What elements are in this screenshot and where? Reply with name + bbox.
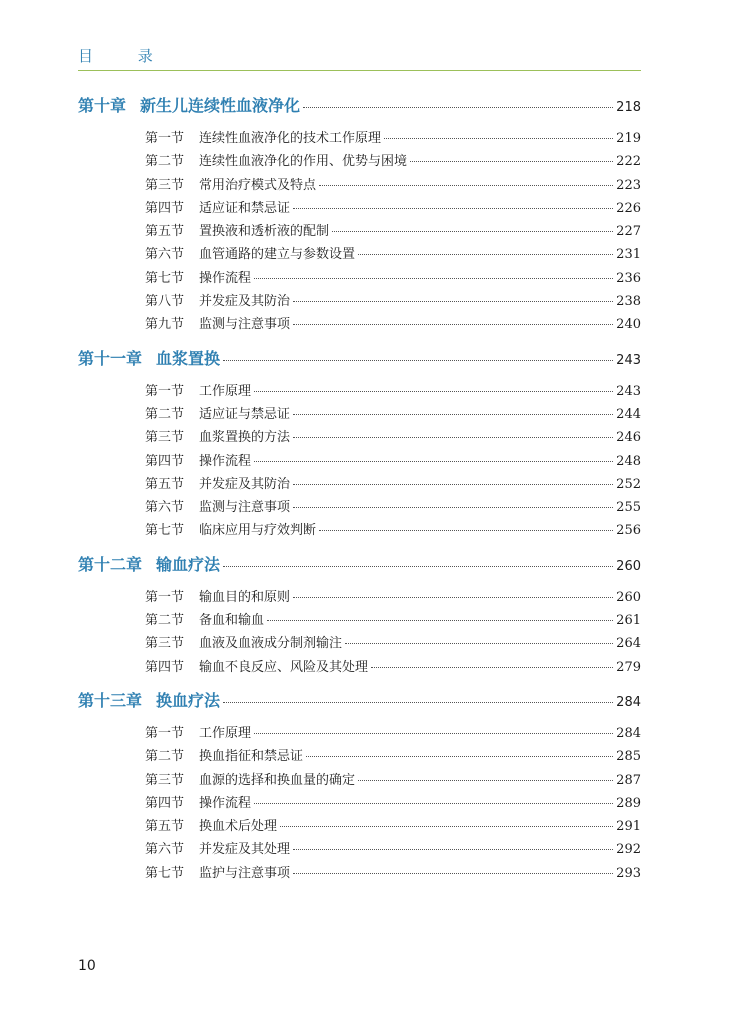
dot-leader — [306, 756, 613, 757]
section-title: 监护与注意事项 — [199, 865, 291, 881]
dot-leader — [332, 231, 613, 232]
section-title: 换血术后处理 — [199, 819, 278, 835]
section-page-number: 219 — [616, 131, 641, 146]
section-number: 第二节 — [145, 406, 185, 422]
section-title: 血管通路的建立与参数设置 — [199, 247, 356, 263]
chapter-entry[interactable] — [78, 346, 641, 372]
dot-leader — [254, 803, 613, 804]
section-number: 第四节 — [145, 200, 185, 216]
section-title: 工作原理 — [199, 383, 252, 399]
section-title: 并发症及其处理 — [199, 842, 291, 858]
dot-leader — [293, 849, 613, 850]
section-number: 第三节 — [145, 177, 185, 193]
section-number: 第四节 — [145, 659, 185, 675]
section-number: 第七节 — [145, 865, 185, 881]
section-number: 第八节 — [145, 294, 185, 310]
section-title: 常用治疗模式及特点 — [199, 177, 317, 193]
section-title: 换血指征和禁忌证 — [199, 749, 304, 765]
dot-leader — [293, 484, 613, 485]
section-entry[interactable] — [78, 220, 641, 243]
toc-chapter — [78, 93, 641, 337]
page-number: 10 — [78, 958, 96, 974]
dot-leader — [223, 360, 613, 361]
section-page-number: 226 — [616, 200, 641, 216]
section-title: 操作流程 — [199, 795, 252, 811]
section-page-number: 285 — [616, 749, 641, 765]
chapter-title: 换血疗法 — [156, 690, 221, 710]
section-title: 输血目的和原则 — [199, 589, 291, 605]
dot-leader — [293, 301, 613, 302]
section-number: 第六节 — [145, 247, 185, 263]
section-title: 连续性血液净化的技术工作原理 — [199, 131, 382, 146]
section-title: 连续性血液净化的作用、优势与困境 — [199, 154, 408, 170]
dot-leader — [319, 185, 613, 186]
section-entry[interactable] — [78, 426, 641, 449]
section-number: 第五节 — [145, 819, 185, 835]
section-entry[interactable] — [78, 174, 641, 197]
section-entry[interactable] — [78, 150, 641, 173]
section-page-number: 287 — [616, 772, 641, 788]
section-entry[interactable] — [78, 473, 641, 496]
dot-leader — [358, 254, 613, 255]
chapter-page-number: 243 — [616, 352, 641, 368]
section-number: 第三节 — [145, 636, 185, 652]
dot-leader — [254, 461, 613, 462]
section-title: 监测与注意事项 — [199, 317, 291, 333]
chapter-page-number: 218 — [616, 100, 641, 115]
section-title: 输血不良反应、风险及其处理 — [199, 659, 369, 675]
table-of-contents — [78, 93, 641, 894]
section-entry[interactable] — [78, 450, 641, 473]
chapter-title: 血浆置换 — [156, 348, 221, 368]
chapter-label — [78, 93, 300, 116]
section-entry[interactable] — [78, 609, 641, 632]
chapter-entry[interactable] — [78, 552, 641, 578]
dot-leader — [293, 324, 613, 325]
section-entry[interactable] — [78, 380, 641, 403]
dot-leader — [254, 278, 613, 279]
chapter-number: 第十三章 — [78, 690, 143, 710]
chapter-label — [78, 346, 220, 369]
section-number: 第四节 — [145, 795, 185, 811]
section-page-number: 236 — [616, 270, 641, 286]
section-page-number: 292 — [616, 842, 641, 858]
dot-leader — [254, 391, 613, 392]
dot-leader — [223, 566, 613, 567]
section-number: 第一节 — [145, 589, 185, 605]
section-entry[interactable] — [78, 815, 641, 838]
section-number: 第七节 — [145, 523, 185, 539]
section-page-number: 293 — [616, 865, 641, 881]
section-entry[interactable] — [78, 862, 641, 885]
section-page-number: 222 — [616, 154, 641, 170]
section-page-number: 279 — [616, 659, 641, 675]
section-entry[interactable] — [78, 769, 641, 792]
section-number: 第二节 — [145, 749, 185, 765]
section-number: 第六节 — [145, 842, 185, 858]
section-number: 第五节 — [145, 224, 185, 240]
section-page-number: 223 — [616, 177, 641, 193]
section-entry[interactable] — [78, 313, 641, 336]
section-number: 第六节 — [145, 500, 185, 516]
section-number: 第三节 — [145, 430, 185, 446]
section-title: 适应证与禁忌证 — [199, 406, 291, 422]
section-title: 工作原理 — [199, 725, 252, 741]
chapter-page-number: 260 — [616, 558, 641, 574]
chapter-page-number: 284 — [616, 694, 641, 710]
section-title: 血源的选择和换血量的确定 — [199, 772, 356, 788]
section-title: 并发症及其防治 — [199, 294, 291, 310]
section-entry[interactable] — [78, 792, 641, 815]
section-entry[interactable] — [78, 586, 641, 609]
section-entry[interactable] — [78, 267, 641, 290]
section-title: 并发症及其防治 — [199, 476, 291, 492]
section-page-number: 248 — [616, 453, 641, 469]
chapter-label — [78, 552, 220, 575]
toc-chapter — [78, 688, 641, 885]
chapter-entry[interactable] — [78, 93, 641, 119]
dot-leader — [384, 138, 613, 139]
section-number: 第七节 — [145, 270, 185, 286]
toc-chapter — [78, 552, 641, 679]
dot-leader — [254, 733, 613, 734]
section-number: 第一节 — [145, 131, 185, 146]
dot-leader — [345, 643, 613, 644]
section-title: 操作流程 — [199, 270, 252, 286]
section-entry[interactable] — [78, 197, 641, 220]
dot-leader — [293, 507, 613, 508]
chapter-entry[interactable] — [78, 688, 641, 714]
section-page-number: 252 — [616, 476, 641, 492]
section-title: 监测与注意事项 — [199, 500, 291, 516]
chapter-title: 输血疗法 — [156, 554, 221, 574]
section-entry[interactable] — [78, 838, 641, 861]
chapter-title: 新生儿连续性血液净化 — [140, 96, 301, 115]
section-page-number: 284 — [616, 725, 641, 741]
section-number: 第二节 — [145, 154, 185, 170]
page-header-title: 目 录 — [78, 47, 173, 65]
section-page-number: 231 — [616, 247, 641, 263]
chapter-label — [78, 688, 220, 711]
section-number: 第一节 — [145, 383, 185, 399]
section-entry[interactable] — [78, 656, 641, 679]
dot-leader — [371, 667, 613, 668]
dot-leader — [223, 702, 613, 703]
section-page-number: 238 — [616, 294, 641, 310]
section-page-number: 264 — [616, 636, 641, 652]
section-number: 第三节 — [145, 772, 185, 788]
chapter-number: 第十章 — [78, 96, 127, 115]
section-page-number: 289 — [616, 795, 641, 811]
section-number: 第四节 — [145, 453, 185, 469]
section-page-number: 246 — [616, 430, 641, 446]
dot-leader — [319, 530, 613, 531]
dot-leader — [293, 873, 613, 874]
chapter-number: 第十二章 — [78, 554, 143, 574]
section-title: 置换液和透析液的配制 — [199, 224, 330, 240]
section-title: 血浆置换的方法 — [199, 430, 291, 446]
dot-leader — [358, 780, 613, 781]
section-entry[interactable] — [78, 243, 641, 266]
section-page-number: 291 — [616, 819, 641, 835]
section-entry[interactable] — [78, 127, 641, 150]
section-title: 血液及血液成分制剂输注 — [199, 636, 343, 652]
section-number: 第一节 — [145, 725, 185, 741]
section-entry[interactable] — [78, 403, 641, 426]
chapter-number: 第十一章 — [78, 348, 143, 368]
header-divider — [78, 70, 641, 71]
dot-leader — [410, 161, 613, 162]
section-title: 临床应用与疗效判断 — [199, 523, 317, 539]
section-page-number: 255 — [616, 500, 641, 516]
section-page-number: 260 — [616, 589, 641, 605]
section-page-number: 261 — [616, 613, 641, 629]
section-title: 备血和输血 — [199, 613, 265, 629]
section-entry[interactable] — [78, 290, 641, 313]
toc-chapter — [78, 346, 641, 543]
dot-leader — [280, 826, 613, 827]
section-title: 操作流程 — [199, 453, 252, 469]
section-entry[interactable] — [78, 632, 641, 655]
section-title: 适应证和禁忌证 — [199, 200, 291, 216]
section-number: 第二节 — [145, 613, 185, 629]
dot-leader — [267, 620, 613, 621]
section-page-number: 243 — [616, 383, 641, 399]
section-entry[interactable] — [78, 496, 641, 519]
section-number: 第五节 — [145, 476, 185, 492]
dot-leader — [293, 414, 613, 415]
section-page-number: 240 — [616, 317, 641, 333]
section-number: 第九节 — [145, 317, 185, 333]
dot-leader — [293, 208, 613, 209]
section-page-number: 256 — [616, 523, 641, 539]
section-entry[interactable] — [78, 745, 641, 768]
section-page-number: 244 — [616, 406, 641, 422]
section-page-number: 227 — [616, 224, 641, 240]
dot-leader — [293, 437, 613, 438]
dot-leader — [303, 107, 613, 108]
section-entry[interactable] — [78, 722, 641, 745]
section-entry[interactable] — [78, 519, 641, 542]
dot-leader — [293, 597, 613, 598]
